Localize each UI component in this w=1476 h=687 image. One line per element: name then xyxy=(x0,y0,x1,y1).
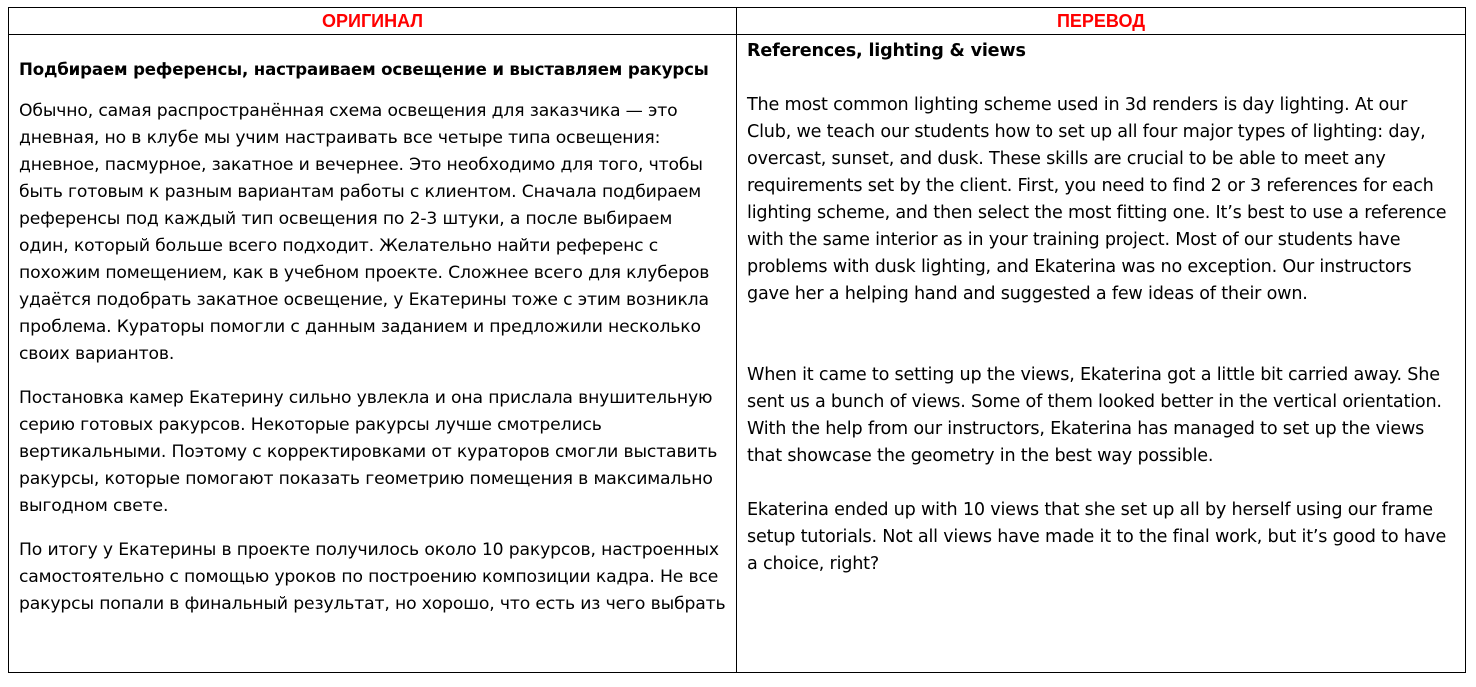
original-paragraph-1: Обычно, самая распространённая схема освещения для заказчика — это дневная, но в клубе мы учим настраивать все четыре типа освещения: дневное, пасмурное, закатное и вечернее. Это необходимо для того, чтобы быть готовым к разным вариантам работы с клиентом. Сначала подбираем референсы под каждый тип освещения по 2-3 штуки, а после выбираем один, который больше всего подходит. Желательно найти референс с похожим помещением, как в учебном проекте. Сложнее всего для клуберов удаётся подобрать закатное освещение, у Екатерины тоже с этим возникла проблема. Кураторы помогли с данным заданием и предложили несколько своих вариантов. xyxy=(19,101,710,364)
header-row xyxy=(9,8,1466,35)
translation-text-block xyxy=(737,38,1465,578)
original-header-label: ОРИГИНАЛ xyxy=(322,10,423,31)
translation-table xyxy=(8,7,1466,673)
translation-paragraph-1: The most common lighting scheme used in 3d renders is day lighting. At our Club, we teach our students how to set up all four major types of lighting: day, overcast, sunset, and dusk. These skills are crucial to be able to meet any requirements set by the client. First, you need to find 2 or 3 references for each lighting scheme, and then select the most fitting one. It’s best to use a reference with the same interior as in your training project. Most of our students have problems with dusk lighting, and Ekaterina was no exception. Our instructors gave her a helping hand and suggested a few ideas of their own. xyxy=(747,95,1447,304)
translation-paragraph-2: When it came to setting up the views, Ekaterina got a little bit carried away. She sent us a bunch of views. Some of them looked better in the vertical orientation. With the help from our instructors, Ekaterina has managed to set up the views that showcase the geometry in the best way possible. xyxy=(747,365,1442,466)
original-paragraph-3: По итогу у Екатерины в проекте получилось около 10 ракурсов, настроенных самостоятельно с помощью уроков по построению композиции кадра. Не все ракурсы попали в финальный результат, но хорошо, что есть из чего выбрать xyxy=(19,540,726,614)
paragraph-spacer xyxy=(747,470,1455,497)
paragraph-spacer xyxy=(747,308,1455,362)
original-column-header xyxy=(9,8,737,35)
translation-cell xyxy=(737,35,1466,673)
translation-column-header xyxy=(737,8,1466,35)
content-row xyxy=(9,35,1466,673)
translation-paragraph-3: Ekaterina ended up with 10 views that she set up all by herself using our frame setup tutorials. Not all views have made it to the final work, but it’s good to have a choice, right? xyxy=(747,500,1447,574)
original-heading: Подбираем референсы, настраиваем освещение и выставляем ракурсы xyxy=(19,60,709,79)
translation-header-label: ПЕРЕВОД xyxy=(1056,10,1146,31)
translation-heading: References, lighting & views xyxy=(747,41,1026,61)
original-paragraph-2: Постановка камер Екатерину сильно увлекла и она прислала внушительную серию готовых ракурсов. Некоторые ракурсы лучше смотрелись вертикальными. Поэтому с корректировками от кураторов смогли выставить ракурсы, которые помогают показать геометрию помещения в максимально выгодном свете. xyxy=(19,388,718,516)
original-cell xyxy=(9,35,737,673)
original-text-block xyxy=(9,56,736,618)
